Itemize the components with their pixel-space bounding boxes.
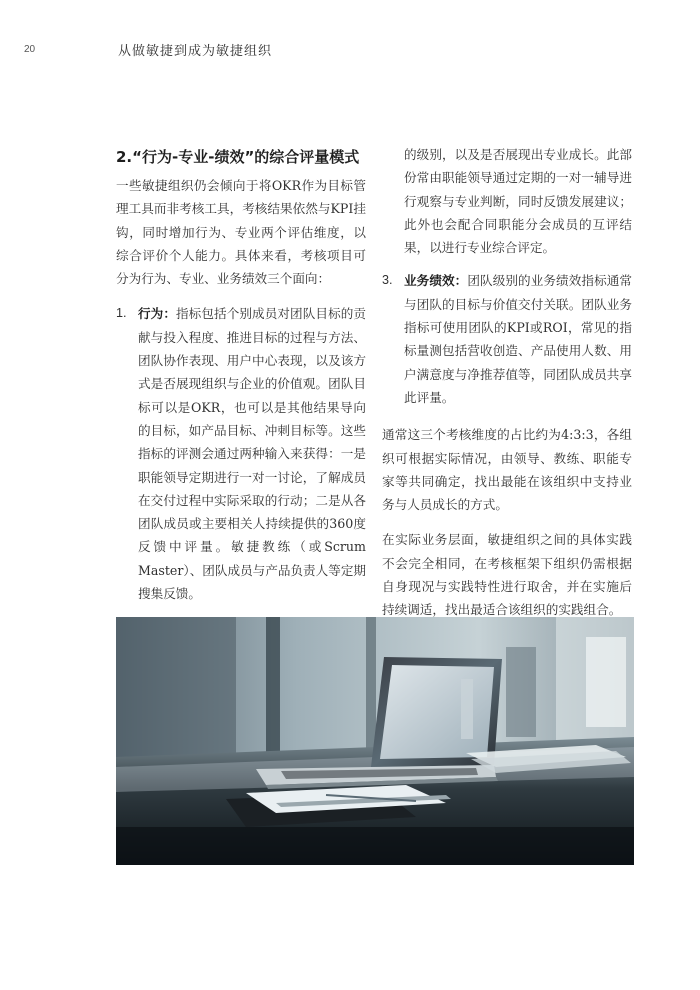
left-column <box>116 146 366 670</box>
list-item-label: 行为： <box>138 306 177 322</box>
list-item-label: 业务绩效： <box>404 273 468 289</box>
laptop-photo-illustration <box>116 617 634 865</box>
intro-paragraph: 一些敏捷组织仍会倾向于将OKR作为目标管理工具而非考核工具，考核结果依然与KPI挂钩，同时增加行为、专业两个评估维度，以综合评价个人能力。具体来看，考核项目可分为行为、专业、业务绩效三个面向： <box>116 178 366 287</box>
section-heading: 2.“行为-专业-绩效”的综合评量模式 <box>116 148 360 166</box>
page-number: 20 <box>24 44 36 55</box>
list-item-number: 3. <box>382 273 393 288</box>
laptop-photo <box>116 617 634 865</box>
list-item-body <box>138 302 366 605</box>
list-item-behavior <box>116 302 366 605</box>
list-item-expertise-continued: 的级别，以及是否展现出专业成长。此部份常由职能领导通过定期的一对一辅导进行观察与专业判断，同时反馈发展建议；此外也会配合同职能分会成员的互评结果，以进行专业综合评定。 <box>404 147 632 256</box>
right-column <box>382 146 632 634</box>
list-item-text: 团队级别的业务绩效指标通常与团队的目标与价值交付关联。团队业务指标可使用团队的KPI或ROI，常见的指标量测包括营收创造、产品使用人数、用户满意度与净推荐值等，同团队成员共享此评量。 <box>404 273 633 405</box>
list-item-number: 1. <box>116 306 127 321</box>
list-item-text: 指标包括个别成员对团队目标的贡献与投入程度、推进目标的过程与方法、团队协作表现、用户中心表现，以及该方式是否展现组织与企业的价值观。团队目标可以是OKR，也可以是其他结果导向的目标，如产品目标、冲刺目标等。这些指标的评测会通过两种输入来获得：一是职能领导定期进行一对一讨论，了解成员在交付过程中实际采取的行动；二是从各团队成员或主要相关人持续提供的360度反馈中评量。敏捷教练（或Scrum Master）、团队成员与产品负责人等定期搜集反馈。 <box>138 306 367 602</box>
practice-paragraph: 在实际业务层面，敏捷组织之间的具体实践不会完全相同，在考核框架下组织仍需根据自身现况与实践特性进行取舍，并在实施后持续调适，找出最适合该组织的实践组合。 <box>382 532 632 618</box>
list-item-body <box>404 269 632 409</box>
running-title: 从做敏捷到成为敏捷组织 <box>118 44 273 59</box>
list-item-business-performance <box>382 269 632 409</box>
ratio-paragraph: 通常这三个考核维度的占比约为4:3:3，各组织可根据实际情况，由领导、教练、职能专家等共同确定，找出最能在该组织中支持业务与人员成长的方式。 <box>382 427 632 513</box>
